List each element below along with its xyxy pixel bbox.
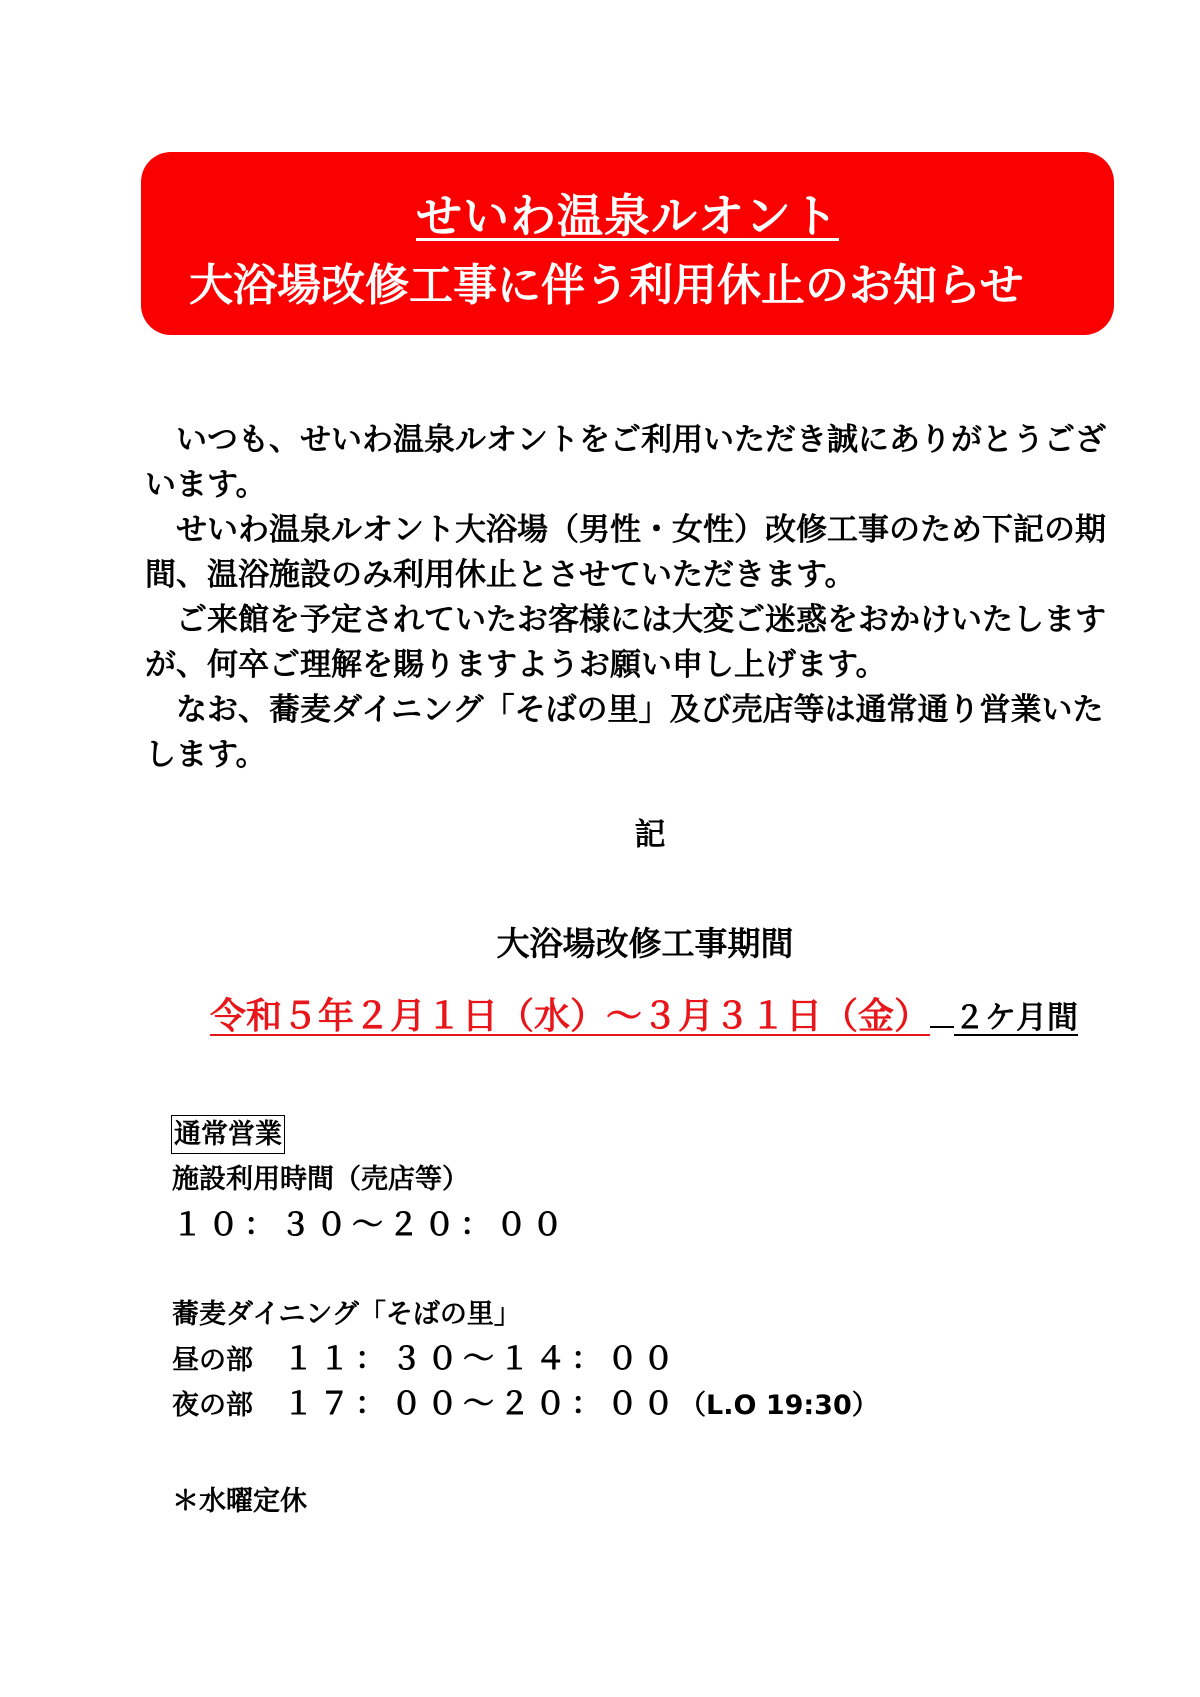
- period-line: [210, 993, 1078, 1047]
- closed-note: ＊水曜定休: [172, 1486, 307, 1517]
- restaurant-label: 蕎麦ダイニング「そばの里」: [172, 1299, 521, 1330]
- dinner-last-order: （L.O 19:30）: [679, 1390, 879, 1421]
- notice-banner: [141, 152, 1114, 335]
- period-underline-gap: [930, 996, 954, 1028]
- intro-paragraph-2: せいわ温泉ルオント大浴場（男性・女性）改修工事のため下記の期間、温浴施設のみ利用休止とさせていただきます。: [145, 512, 1106, 593]
- intro-paragraph-3: ご来館を予定されていたお客様には大変ご迷惑をおかけいたしますが、何卒ご理解を賜りますようお願い申し上げます。: [145, 602, 1106, 683]
- intro-paragraph-1: いつも、せいわ温泉ルオントをご利用いただき誠にありがとうございます。: [145, 422, 1106, 503]
- facility-hours-time: １０：３０～２０：００: [172, 1207, 568, 1243]
- lunch-time: １１：３０～１４：００: [283, 1341, 679, 1377]
- period-dates: 令和５年２月１日（水）～３月３１日（金）: [210, 996, 931, 1037]
- dinner-time: １７：００～２０：００: [283, 1386, 679, 1422]
- intro-paragraph-4: なお、蕎麦ダイニング「そばの里」及び売店等は通常通り営業いたします。: [145, 692, 1104, 773]
- normal-business-label: 通常営業: [171, 1115, 285, 1154]
- ki-heading: 記: [634, 817, 666, 853]
- lunch-hours: [172, 1339, 679, 1381]
- facility-hours-label: 施設利用時間（売店等）: [172, 1164, 469, 1195]
- dinner-label: 夜の部: [172, 1390, 253, 1421]
- period-duration: ２ケ月間: [954, 1000, 1079, 1036]
- intro-text: [145, 418, 1125, 778]
- period-heading: 大浴場改修工事期間: [496, 924, 794, 963]
- lunch-label: 昼の部: [172, 1345, 253, 1376]
- dinner-hours: [172, 1384, 879, 1426]
- banner-title: せいわ温泉ルオント: [416, 189, 839, 243]
- banner-subtitle: 大浴場改修工事に伴う利用休止のお知らせ: [189, 260, 1024, 311]
